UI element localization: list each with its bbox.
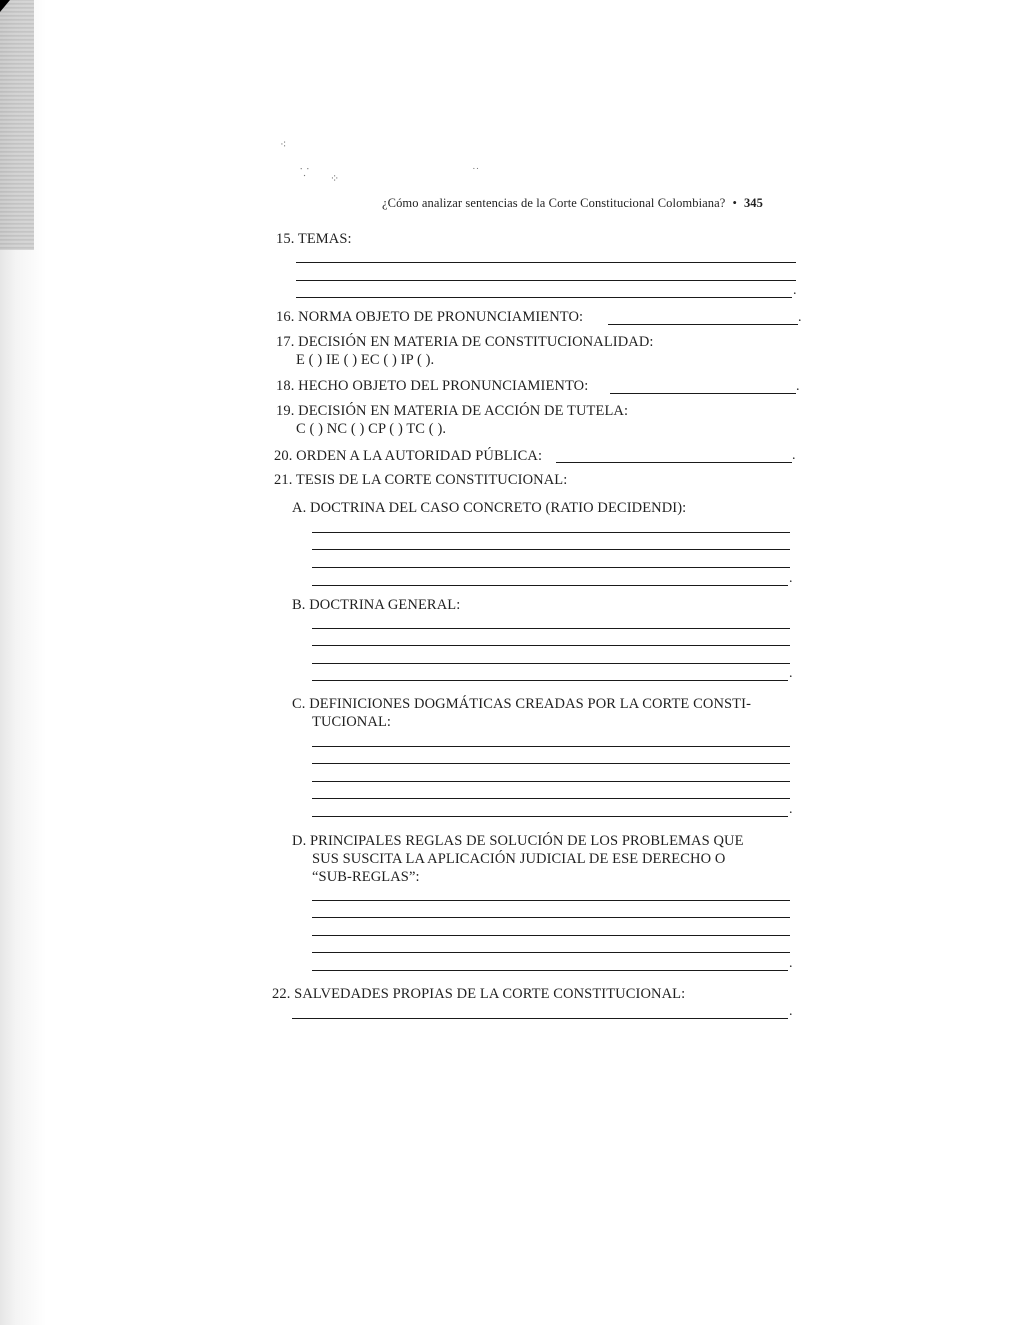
scan-speck: ⸪ xyxy=(300,167,310,179)
answer-line[interactable] xyxy=(312,798,790,799)
item-17-options[interactable]: E ( ) IE ( ) EC ( ) IP ( ). xyxy=(296,352,435,368)
header-bullet: • xyxy=(732,196,737,210)
line-end-period: . xyxy=(789,571,793,586)
answer-line[interactable] xyxy=(312,628,790,629)
line-end-period: . xyxy=(793,283,797,298)
item-19-label: 19. DECISIÓN EN MATERIA DE ACCIÓN DE TUTELA: xyxy=(276,403,629,419)
answer-line[interactable] xyxy=(312,935,790,936)
answer-line[interactable] xyxy=(312,970,788,971)
item-21b-label: B. DOCTRINA GENERAL: xyxy=(292,597,461,613)
answer-line[interactable] xyxy=(312,663,790,664)
scan-speck: ˙˙ xyxy=(472,166,480,178)
answer-line[interactable] xyxy=(610,393,796,394)
line-end-period: . xyxy=(789,802,793,817)
answer-line[interactable] xyxy=(312,645,790,646)
answer-line[interactable] xyxy=(312,900,790,901)
line-end-period: . xyxy=(792,448,796,463)
answer-line[interactable] xyxy=(296,262,796,263)
page-number: 345 xyxy=(743,196,764,210)
answer-line[interactable] xyxy=(312,746,790,747)
answer-line[interactable] xyxy=(312,763,790,764)
line-end-period: . xyxy=(798,310,802,325)
answer-line[interactable] xyxy=(312,567,790,568)
scan-edge-shadow xyxy=(0,0,46,1325)
answer-line[interactable] xyxy=(556,462,792,463)
item-21c-label-line2: TUCIONAL: xyxy=(312,714,392,730)
answer-line[interactable] xyxy=(296,297,792,298)
answer-line[interactable] xyxy=(312,917,790,918)
line-end-period: . xyxy=(796,379,800,394)
running-header xyxy=(382,196,763,211)
answer-line[interactable] xyxy=(312,680,788,681)
scan-edge-texture xyxy=(0,0,34,250)
item-18-label: 18. HECHO OBJETO DEL PRONUNCIAMIENTO: xyxy=(276,378,589,394)
item-21c-label-line1: C. DEFINICIONES DOGMÁTICAS CREADAS POR LA CORTE CONSTI- xyxy=(292,696,751,712)
answer-line[interactable] xyxy=(312,585,788,586)
answer-line[interactable] xyxy=(312,532,790,533)
answer-line[interactable] xyxy=(312,549,790,550)
item-16-label: 16. NORMA OBJETO DE PRONUNCIAMIENTO: xyxy=(276,309,584,325)
item-20-label: 20. ORDEN A LA AUTORIDAD PÚBLICA: xyxy=(274,448,543,464)
item-21d-label-line1: D. PRINCIPALES REGLAS DE SOLUCIÓN DE LOS PROBLEMAS QUE xyxy=(292,833,744,849)
answer-line[interactable] xyxy=(608,324,798,325)
running-title: ¿Cómo analizar sentencias de la Corte Constitucional Colombiana? xyxy=(382,196,726,210)
scan-speck: ⁘ xyxy=(330,173,340,185)
corner-mark xyxy=(0,0,10,12)
answer-line[interactable] xyxy=(312,952,790,953)
item-15-label: 15. TEMAS: xyxy=(276,231,352,247)
answer-line[interactable] xyxy=(312,816,788,817)
answer-line[interactable] xyxy=(292,1018,788,1019)
line-end-period: . xyxy=(789,1004,793,1019)
item-21d-label-line2: SUS SUSCITA LA APLICACIÓN JUDICIAL DE ESE DERECHO O xyxy=(312,851,726,867)
item-22-label: 22. SALVEDADES PROPIAS DE LA CORTE CONSTITUCIONAL: xyxy=(272,986,686,1002)
scan-speck: ⁖ xyxy=(280,139,287,151)
item-17-label: 17. DECISIÓN EN MATERIA DE CONSTITUCIONALIDAD: xyxy=(276,334,654,350)
item-21d-label-line3: “SUB-REGLAS”: xyxy=(312,869,420,885)
item-21a-label: A. DOCTRINA DEL CASO CONCRETO (RATIO DECIDENDI): xyxy=(292,500,687,516)
line-end-period: . xyxy=(789,956,793,971)
answer-line[interactable] xyxy=(312,781,790,782)
line-end-period: . xyxy=(789,666,793,681)
answer-line[interactable] xyxy=(296,280,796,281)
item-21-label: 21. TESIS DE LA CORTE CONSTITUCIONAL: xyxy=(274,472,568,488)
item-19-options[interactable]: C ( ) NC ( ) CP ( ) TC ( ). xyxy=(296,421,447,437)
